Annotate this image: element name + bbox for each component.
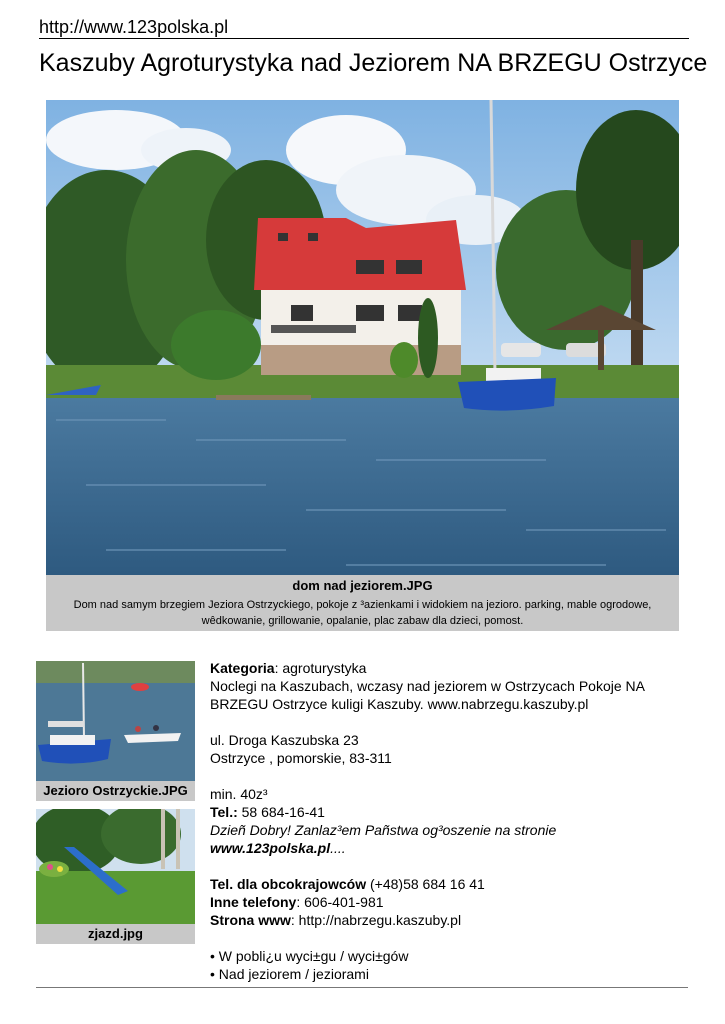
hero-caption-title: dom nad jeziorem.JPG: [292, 578, 433, 593]
site-mention: [210, 839, 680, 857]
price: min. 40z³: [210, 786, 268, 802]
feature-item: • W pobli¿u wyci±gu / wyci±gów: [210, 948, 409, 964]
foreign-phone-value[interactable]: (+48)58 684 16 41: [366, 876, 485, 892]
street-address: ul. Droga Kaszubska 23: [210, 732, 359, 748]
thumbnail-slide-caption: zjazd.jpg: [36, 924, 195, 944]
city-address: Ostrzyce , pomorskie, 83-311: [210, 750, 392, 766]
hero-photo: [46, 100, 679, 575]
foreign-phone-line: [210, 875, 680, 893]
other-phones-line: [210, 893, 680, 911]
category-line: [210, 659, 680, 677]
thumbnail-slide-photo: [36, 809, 195, 924]
site-link-suffix: ....: [330, 840, 346, 856]
website-line: [210, 911, 680, 929]
phone-line: [210, 803, 680, 821]
bottom-divider: [36, 987, 688, 988]
hero-caption: [46, 575, 679, 631]
foreign-phone-label: Tel. dla obcokrajowców: [210, 876, 367, 892]
thumbnail-lake[interactable]: [36, 661, 195, 801]
page-title: Kaszuby Agroturystyka nad Jeziorem NA BRZEGU Ostrzyce: [39, 49, 708, 77]
site-link[interactable]: www.123polska.pl: [210, 840, 331, 856]
thumbnail-lake-photo: [36, 661, 195, 781]
other-phones-label: Inne telefony: [210, 894, 297, 910]
category-label: Kategoria: [210, 660, 275, 676]
feature-item: • Nad jeziorem / jeziorami: [210, 966, 369, 982]
category-value: : agroturystyka: [274, 660, 367, 676]
other-phones-value[interactable]: : 606-401-981: [296, 894, 384, 910]
description: Noclegi na Kaszubach, wczasy nad jeziorem w Ostrzycach Pokoje NA BRZEGU Ostrzyce kuligi Kaszuby. www.nabrzegu.kaszuby.pl: [210, 678, 645, 712]
phone-label: Tel.:: [210, 804, 238, 820]
thumbnail-slide[interactable]: [36, 809, 195, 944]
phone-value[interactable]: 58 684-16-41: [237, 804, 325, 820]
site-url[interactable]: http://www.123polska.pl: [39, 16, 689, 39]
website-label: Strona www: [210, 912, 291, 928]
listing-details: [210, 659, 680, 983]
hero-caption-text: Dom nad samym brzegiem Jeziora Ostrzyckiego, pokoje z ³azienkami i widokiem na jezioro. parking, mable ogrodowe, wêdkowanie, grillowanie, opalanie, plac zabaw dla dzieci, pomost.: [73, 599, 652, 627]
greeting: Dzieñ Dobry! Zanlaz³em Pañstwa og³oszenie na stronie: [210, 822, 557, 838]
thumbnail-lake-caption: Jezioro Ostrzyckie.JPG: [36, 781, 195, 801]
website-value[interactable]: : http://nabrzegu.kaszuby.pl: [290, 912, 462, 928]
